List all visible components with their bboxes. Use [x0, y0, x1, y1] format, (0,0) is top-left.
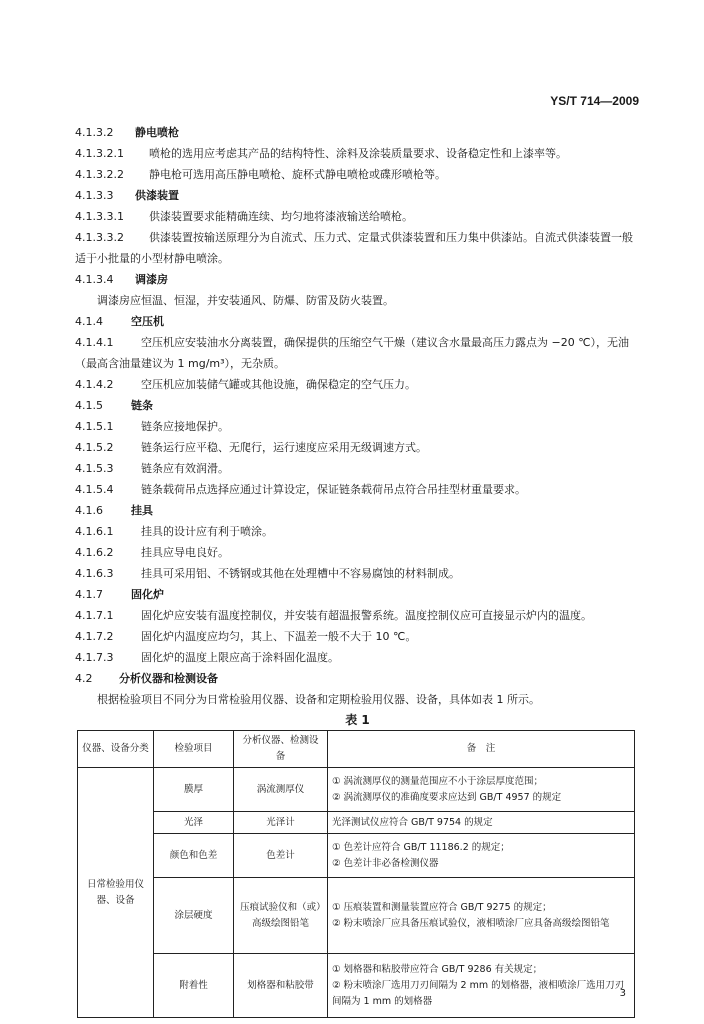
table-header-row — [78, 731, 635, 768]
notes-cell — [328, 954, 635, 1018]
table-header-cell: 分析仪器、检测设备 — [234, 731, 328, 768]
device-cell: 涡流测厚仪 — [234, 768, 328, 812]
section-heading — [75, 395, 640, 416]
clause-number: 4.1.6.3 — [75, 567, 114, 580]
clause-number: 4.1.3.2.2 — [75, 168, 124, 181]
clause-number: 4.1.5 — [75, 399, 103, 412]
clause — [75, 479, 640, 500]
section-heading — [75, 584, 640, 605]
notes-cell — [328, 768, 635, 812]
paragraph: 根据检验项目不同分为日常检验用仪器、设备和定期检验用仪器、设备，具体如表 1 所示。 — [97, 693, 540, 706]
clause-number: 4.1.4.1 — [75, 336, 114, 349]
table-header-cell: 备 注 — [328, 731, 635, 768]
device-cell: 压痕试验仪和（或）高级绘图铅笔 — [234, 878, 328, 954]
clause-title: 分析仪器和检测设备 — [119, 672, 218, 685]
clause-text: 固化炉应安装有温度控制仪，并安装有超温报警系统。温度控制仪应可直接显示炉内的温度。 — [141, 609, 592, 622]
section-heading — [75, 668, 640, 689]
clause — [75, 227, 640, 269]
table-header-cell: 检验项目 — [154, 731, 234, 768]
clause-title: 供漆装置 — [135, 189, 179, 202]
clause-text: 供漆装置按输送原理分为自流式、压力式、定量式供漆装置和压力集中供漆站。自流式供漆装置一般适于小批量的小型材静电喷涂。 — [75, 231, 633, 265]
clause-text: 空压机应安装油水分离装置，确保提供的压缩空气干燥（建议含水量最高压力露点为 −20 ℃），无油（最高含油量建议为 1 mg/m³），无杂质。 — [75, 336, 630, 370]
table-caption: 表 1 — [345, 713, 370, 727]
note-text: ② 涡流测厚仪的准确度要求应达到 GB/T 4957 的规定 — [332, 791, 562, 803]
notes-cell — [328, 834, 635, 878]
clause — [75, 563, 640, 584]
section-heading — [75, 500, 640, 521]
clause-number: 4.1.3.2 — [75, 126, 114, 139]
notes-cell — [328, 812, 635, 834]
clause — [75, 374, 640, 395]
item-cell: 光泽 — [154, 812, 234, 834]
clause-number: 4.1.3.3 — [75, 189, 114, 202]
clause-number: 4.1.3.4 — [75, 273, 114, 286]
clause-number: 4.1.3.3.1 — [75, 210, 124, 223]
document-body — [75, 122, 640, 1018]
clause-number: 4.1.6.2 — [75, 546, 114, 559]
clause — [75, 143, 640, 164]
clause-text: 空压机应加装储气罐或其他设施，确保稳定的空气压力。 — [141, 378, 416, 391]
clause-number: 4.1.7.2 — [75, 630, 114, 643]
clause-title: 链条 — [131, 399, 153, 412]
clause-number: 4.1.6 — [75, 504, 103, 517]
section-heading — [75, 311, 640, 332]
device-cell: 光泽计 — [234, 812, 328, 834]
clause — [75, 626, 640, 647]
note-text: ① 色差计应符合 GB/T 11186.2 的规定； — [332, 841, 510, 853]
clause-number: 4.1.7 — [75, 588, 103, 601]
clause-number: 4.1.7.3 — [75, 651, 114, 664]
clause — [75, 647, 640, 668]
device-cell: 色差计 — [234, 834, 328, 878]
paragraph: 调漆房应恒温、恒湿，并安装通风、防爆、防雷及防火装置。 — [97, 294, 394, 307]
clause-text: 供漆装置要求能精确连续、均匀地将漆液输送给喷枪。 — [149, 210, 413, 223]
section-heading — [75, 185, 640, 206]
standard-number: YS/T 714—2009 — [550, 94, 639, 108]
clause-title: 固化炉 — [131, 588, 164, 601]
table-row — [78, 768, 635, 812]
clause-number: 4.1.7.1 — [75, 609, 114, 622]
table-header-cell: 仪器、设备分类 — [78, 731, 154, 768]
clause-text: 链条应有效润滑。 — [141, 462, 229, 475]
clause-title: 静电喷枪 — [135, 126, 179, 139]
clause — [75, 458, 640, 479]
clause-number: 4.1.4 — [75, 315, 103, 328]
clause-text: 挂具应导电良好。 — [141, 546, 229, 559]
clause-text: 喷枪的选用应考虑其产品的结构特性、涂料及涂装质量要求、设备稳定性和上漆率等。 — [149, 147, 567, 160]
clause — [75, 542, 640, 563]
section-heading — [75, 122, 640, 143]
note-text: ① 划格器和粘胶带应符合 GB/T 9286 有关规定； — [332, 963, 543, 975]
clause — [75, 416, 640, 437]
item-cell: 膜厚 — [154, 768, 234, 812]
clause — [75, 605, 640, 626]
clause — [75, 332, 640, 374]
clause — [75, 437, 640, 458]
clause-number: 4.1.5.2 — [75, 441, 114, 454]
category-cell: 日常检验用仪器、设备 — [78, 768, 154, 1018]
table-row — [78, 834, 635, 878]
section-heading — [75, 269, 640, 290]
item-cell: 涂层硬度 — [154, 878, 234, 954]
clause-number: 4.1.3.2.1 — [75, 147, 124, 160]
note-text: ② 粉末喷涂厂选用刀刃间隔为 2 mm 的划格器，液相喷涂厂选用刀刃间隔为 1 mm 的划格器 — [332, 979, 625, 1007]
clause-title: 调漆房 — [135, 273, 168, 286]
table-row — [78, 954, 635, 1018]
clause-number: 4.1.4.2 — [75, 378, 114, 391]
clause-text: 固化炉内温度应均匀，其上、下温差一般不大于 10 ℃。 — [141, 630, 417, 643]
clause-title: 挂具 — [131, 504, 153, 517]
clause-title: 空压机 — [131, 315, 164, 328]
item-cell: 颜色和色差 — [154, 834, 234, 878]
page-number: 3 — [619, 988, 626, 999]
table-row — [78, 878, 635, 954]
clause-text: 挂具可采用铝、不锈钢或其他在处理槽中不容易腐蚀的材料制成。 — [141, 567, 460, 580]
notes-cell — [328, 878, 635, 954]
clause — [75, 206, 640, 227]
clause-number: 4.1.5.4 — [75, 483, 114, 496]
device-cell: 划格器和粘胶带 — [234, 954, 328, 1018]
clause-number: 4.2 — [75, 672, 93, 685]
clause-text: 链条应接地保护。 — [141, 420, 229, 433]
clause — [75, 164, 640, 185]
note-text: ① 涡流测厚仪的测量范围应不小于涂层厚度范围； — [332, 775, 544, 787]
clause-number: 4.1.6.1 — [75, 525, 114, 538]
note-text: ② 色差计非必备检测仪器 — [332, 857, 439, 869]
note-text: ② 粉末喷涂厂应具备压痕试验仪，液相喷涂厂应具备高级绘图铅笔 — [332, 917, 610, 929]
clause — [75, 521, 640, 542]
item-cell: 附着性 — [154, 954, 234, 1018]
clause-number: 4.1.3.3.2 — [75, 231, 124, 244]
clause-text: 链条载荷吊点选择应通过计算设定，保证链条载荷吊点符合吊挂型材重量要求。 — [141, 483, 526, 496]
clause-text: 固化炉的温度上限应高于涂料固化温度。 — [141, 651, 339, 664]
note-text: ① 压痕装置和测量装置应符合 GB/T 9275 的规定； — [332, 901, 552, 913]
clause-number: 4.1.5.1 — [75, 420, 114, 433]
clause-number: 4.1.5.3 — [75, 462, 114, 475]
table-row — [78, 812, 635, 834]
clause-text: 链条运行应平稳、无爬行，运行速度应采用无级调速方式。 — [141, 441, 427, 454]
clause-text: 挂具的设计应有利于喷涂。 — [141, 525, 273, 538]
equipment-table — [77, 730, 635, 1018]
note-text: 光泽测试仪应符合 GB/T 9754 的规定 — [332, 816, 493, 828]
clause-text: 静电枪可选用高压静电喷枪、旋杯式静电喷枪或碟形喷枪等。 — [149, 168, 446, 181]
